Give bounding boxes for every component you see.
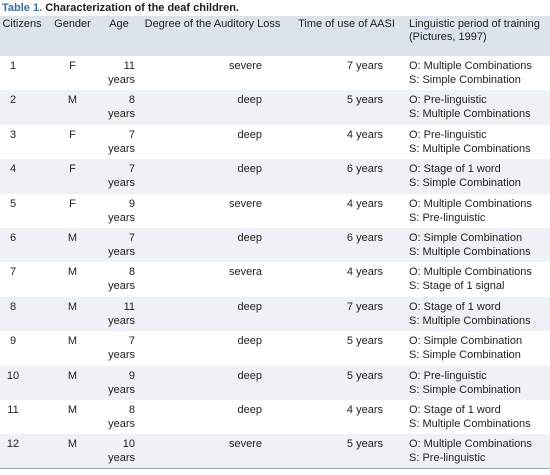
cell-citizen: 4 bbox=[9, 163, 17, 176]
header-age: Age bbox=[109, 18, 129, 30]
table-row bbox=[0, 125, 550, 159]
table-header bbox=[0, 16, 550, 56]
cell-linguistic bbox=[405, 262, 550, 296]
cell-gender: M bbox=[67, 300, 78, 313]
linguistic-oral: O: Simple Combination bbox=[409, 335, 523, 348]
table-caption-title: Characterization of the deaf children. bbox=[45, 2, 239, 14]
cell-age: 11 years bbox=[108, 60, 135, 86]
linguistic-sign: S: Multiple Combinations bbox=[409, 417, 531, 430]
cell-time: 5 years bbox=[346, 369, 383, 382]
header-linguistic-line1: Linguistic period of training bbox=[409, 18, 540, 30]
table-row bbox=[0, 194, 550, 228]
linguistic-sign: S: Multiple Combinations bbox=[409, 108, 531, 121]
cell-citizen: 7 bbox=[9, 266, 17, 279]
table-row bbox=[0, 366, 550, 400]
cell-linguistic bbox=[405, 400, 550, 434]
linguistic-oral: O: Multiple Combinations bbox=[409, 438, 532, 451]
cell-citizen: 5 bbox=[9, 197, 17, 210]
cell-gender: F bbox=[69, 197, 76, 210]
table-row bbox=[0, 434, 550, 468]
linguistic-sign: S: Multiple Combinations bbox=[409, 314, 531, 327]
cell-degree: deep bbox=[237, 300, 262, 313]
cell-linguistic bbox=[405, 297, 550, 331]
cell-citizen: 1 bbox=[9, 60, 17, 72]
table-row bbox=[0, 400, 550, 434]
linguistic-oral: O: Simple Combination bbox=[409, 231, 523, 244]
table-caption bbox=[0, 0, 550, 16]
cell-citizen: 11 bbox=[7, 403, 19, 416]
linguistic-oral: O: Pre-linguistic bbox=[409, 94, 487, 107]
cell-gender: M bbox=[67, 403, 78, 416]
cell-linguistic bbox=[405, 194, 550, 228]
table-row bbox=[0, 228, 550, 262]
cell-gender: F bbox=[69, 163, 76, 176]
cell-time: 4 years bbox=[346, 266, 383, 279]
header-citizens: Citizens bbox=[2, 18, 42, 30]
cell-citizen: 8 bbox=[9, 300, 17, 313]
cell-degree: deep bbox=[237, 94, 262, 107]
table-caption-label: Table 1. bbox=[2, 2, 43, 14]
header-time: Time of use of AASI bbox=[298, 18, 395, 30]
linguistic-oral: O: Stage of 1 word bbox=[409, 163, 501, 176]
cell-age: 7 years bbox=[108, 163, 135, 190]
header-gender: Gender bbox=[54, 18, 91, 30]
cell-degree: severe bbox=[228, 438, 262, 451]
linguistic-sign: S: Multiple Combinations bbox=[409, 245, 531, 258]
linguistic-sign: S: Pre-linguistic bbox=[409, 211, 486, 224]
cell-time: 7 years bbox=[346, 300, 383, 313]
cell-gender: M bbox=[67, 438, 78, 451]
linguistic-oral: O: Stage of 1 word bbox=[409, 403, 501, 416]
cell-age: 9 years bbox=[108, 369, 135, 396]
table-row bbox=[0, 331, 550, 365]
cell-gender: M bbox=[67, 335, 78, 348]
cell-time: 7 years bbox=[346, 60, 383, 72]
header-linguistic-line2: (Pictures, 1997) bbox=[409, 31, 487, 43]
table-row bbox=[0, 90, 550, 124]
cell-degree: deep bbox=[237, 403, 262, 416]
cell-citizen: 10 bbox=[6, 369, 20, 382]
cell-degree: deep bbox=[237, 231, 262, 244]
cell-degree: deep bbox=[237, 335, 262, 348]
linguistic-oral: O: Multiple Combinations bbox=[409, 266, 532, 279]
cell-time: 4 years bbox=[346, 128, 383, 141]
cell-linguistic bbox=[405, 56, 550, 90]
cell-linguistic bbox=[405, 125, 550, 159]
cell-age: 7 years bbox=[108, 128, 135, 155]
cell-age: 7 years bbox=[108, 231, 135, 258]
deaf-children-table bbox=[0, 16, 550, 469]
cell-age: 8 years bbox=[108, 94, 135, 121]
cell-degree: deep bbox=[237, 128, 262, 141]
cell-gender: M bbox=[67, 369, 78, 382]
cell-gender: M bbox=[67, 94, 78, 107]
linguistic-oral: O: Multiple Combinations bbox=[409, 197, 532, 210]
linguistic-sign: S: Simple Combination bbox=[409, 177, 521, 190]
cell-gender: F bbox=[69, 128, 76, 141]
cell-linguistic bbox=[405, 159, 550, 193]
linguistic-sign: S: Simple Combination bbox=[409, 74, 521, 86]
table-body bbox=[0, 56, 550, 469]
cell-time: 4 years bbox=[346, 197, 383, 210]
cell-degree: severe bbox=[228, 60, 262, 72]
cell-linguistic bbox=[405, 434, 550, 468]
cell-gender: M bbox=[67, 231, 78, 244]
cell-time: 5 years bbox=[346, 335, 383, 348]
cell-gender: F bbox=[69, 60, 76, 72]
cell-citizen: 6 bbox=[9, 231, 17, 244]
cell-time: 5 years bbox=[346, 94, 383, 107]
cell-degree: deep bbox=[237, 369, 262, 382]
table-row bbox=[0, 159, 550, 193]
linguistic-sign: S: Multiple Combinations bbox=[409, 142, 531, 155]
linguistic-oral: O: Pre-linguistic bbox=[409, 369, 487, 382]
cell-time: 4 years bbox=[346, 403, 383, 416]
linguistic-oral: O: Stage of 1 word bbox=[409, 300, 501, 313]
cell-degree: severa bbox=[228, 266, 262, 279]
cell-citizen: 2 bbox=[9, 94, 17, 107]
cell-age: 11 years bbox=[108, 300, 135, 327]
header-row bbox=[0, 16, 550, 56]
cell-degree: deep bbox=[237, 163, 262, 176]
cell-gender: M bbox=[67, 266, 78, 279]
cell-linguistic bbox=[405, 366, 550, 400]
linguistic-oral: O: Multiple Combinations bbox=[409, 60, 532, 72]
table-row bbox=[0, 56, 550, 90]
cell-citizen: 12 bbox=[6, 438, 20, 451]
cell-linguistic bbox=[405, 331, 550, 365]
cell-age: 8 years bbox=[108, 266, 135, 293]
cell-age: 7 years bbox=[108, 335, 135, 362]
linguistic-oral: O: Pre-linguistic bbox=[409, 128, 487, 141]
table-row bbox=[0, 297, 550, 331]
cell-time: 6 years bbox=[346, 163, 383, 176]
linguistic-sign: S: Pre-linguistic bbox=[409, 452, 486, 465]
cell-age: 9 years bbox=[108, 197, 135, 224]
cell-citizen: 3 bbox=[9, 128, 17, 141]
cell-time: 5 years bbox=[346, 438, 383, 451]
cell-age: 8 years bbox=[108, 403, 135, 430]
linguistic-sign: S: Simple Combination bbox=[409, 349, 521, 362]
header-linguistic bbox=[405, 16, 550, 56]
table-row bbox=[0, 262, 550, 296]
cell-time: 6 years bbox=[346, 231, 383, 244]
linguistic-sign: S: Simple Combination bbox=[409, 383, 521, 396]
linguistic-sign: S: Stage of 1 signal bbox=[409, 280, 505, 293]
cell-age: 10 years bbox=[108, 438, 135, 465]
cell-linguistic bbox=[405, 228, 550, 262]
cell-degree: severe bbox=[228, 197, 262, 210]
cell-citizen: 9 bbox=[9, 335, 17, 348]
header-degree: Degree of the Auditory Loss bbox=[144, 18, 281, 30]
cell-linguistic bbox=[405, 90, 550, 124]
